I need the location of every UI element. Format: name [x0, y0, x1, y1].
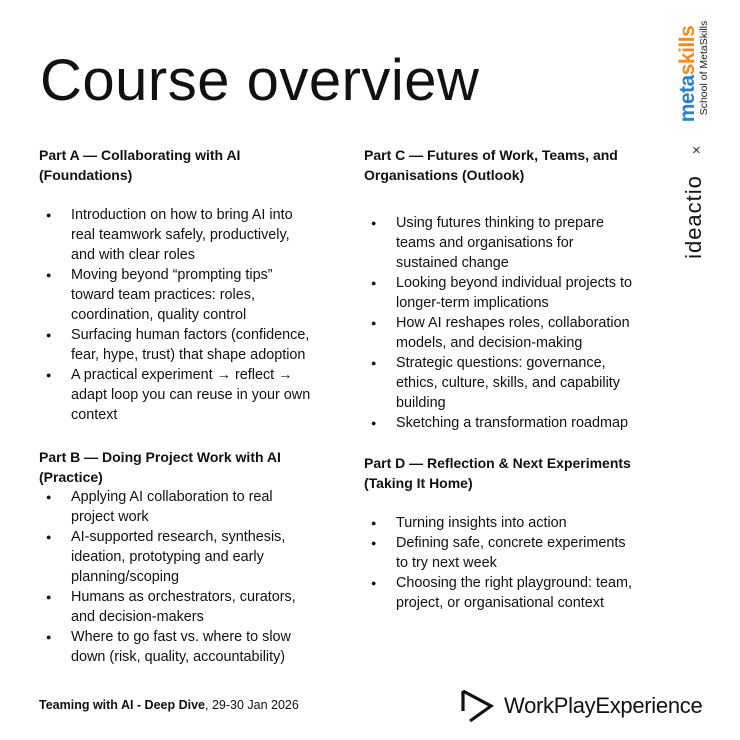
part-c-heading: Part C — Futures of Work, Teams, and Organisations (Outlook)	[364, 147, 618, 183]
right-column	[364, 145, 676, 613]
list-item: ● Choosing the right playground: team, project, or organisational context	[364, 573, 676, 613]
part-c-list	[364, 213, 676, 433]
list-item: ● Using futures thinking to prepare teams and organisations for sustained change	[364, 213, 676, 273]
partner-logos	[672, 14, 728, 264]
part-b	[39, 447, 357, 667]
workplayexperience-logo	[460, 688, 730, 724]
event-label	[39, 698, 299, 712]
left-column	[39, 145, 357, 667]
part-d-list	[364, 513, 676, 613]
school-of-metaskills-label: School of MetaSkills	[698, 20, 710, 116]
metaskills-logo: metaskills	[676, 25, 699, 123]
list-item: ● Moving beyond “prompting tips” toward team practices: roles, coordination, quality control	[39, 265, 357, 325]
list-item: ● Strategic questions: governance, ethics, culture, skills, and capability building	[364, 353, 676, 413]
list-item: ● Applying AI collaboration to real project work	[39, 487, 357, 527]
list-item: ● Sketching a transformation roadmap	[364, 413, 676, 433]
play-mark-icon	[460, 689, 496, 723]
list-item: ● Introduction on how to bring AI into real teamwork safely, productively, and with clear roles	[39, 205, 357, 265]
list-item: ● Surfacing human factors (confidence, fear, hype, trust) that shape adoption	[39, 325, 357, 365]
list-item: ● Turning insights into action	[364, 513, 676, 533]
part-c	[364, 145, 676, 433]
event-name: Teaming with AI - Deep Dive	[39, 698, 205, 712]
list-item: ● Humans as orchestrators, curators, and decision-makers	[39, 587, 357, 627]
ideactio-logo: ideactio	[681, 175, 706, 259]
list-item: ● Defining safe, concrete experiments to try next week	[364, 533, 676, 573]
list-item: ● AI-supported research, synthesis, ideation, prototyping and early planning/scoping	[39, 527, 357, 587]
part-a-heading: Part A — Collaborating with AI (Foundations)	[39, 147, 241, 183]
list-item: ● A practical experiment → reflect → adapt loop you can reuse in your own context	[39, 365, 357, 425]
list-item: ● Looking beyond individual projects to longer-term implications	[364, 273, 676, 313]
part-a	[39, 145, 357, 425]
times-icon: ×	[692, 142, 701, 159]
part-d-heading: Part D — Reflection & Next Experiments (Taking It Home)	[364, 455, 631, 491]
part-b-heading: Part B — Doing Project Work with AI (Practice)	[39, 449, 281, 485]
part-d	[364, 453, 676, 613]
part-b-list	[39, 487, 357, 667]
page-title: Course overview	[40, 48, 480, 113]
event-dates: , 29-30 Jan 2026	[205, 698, 299, 712]
logo-text: WorkPlayExperience	[504, 693, 703, 718]
part-a-list	[39, 205, 357, 425]
list-item: ● How AI reshapes roles, collaboration models, and decision-making	[364, 313, 676, 353]
list-item: ● Where to go fast vs. where to slow down (risk, quality, accountability)	[39, 627, 357, 667]
